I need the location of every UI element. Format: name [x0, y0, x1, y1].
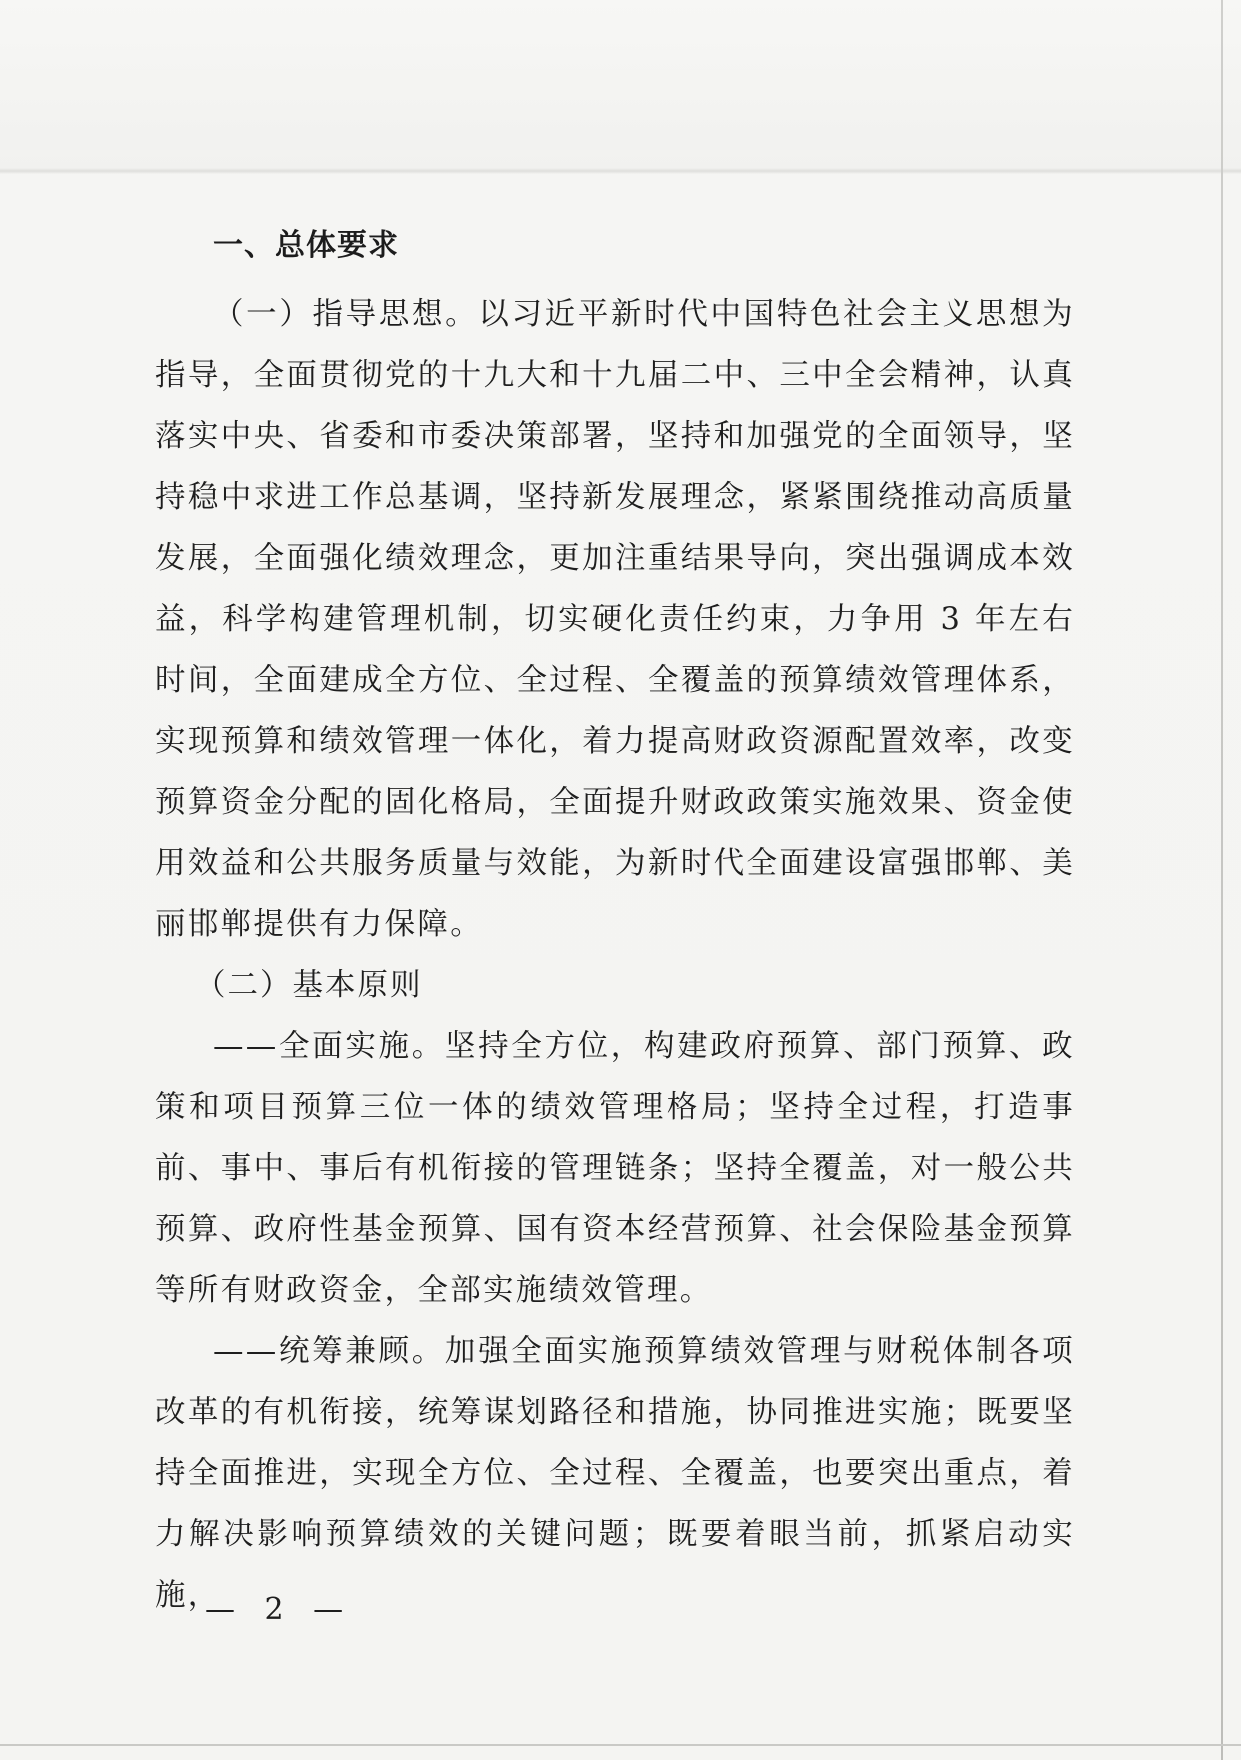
section-heading: 一、总体要求 — [213, 228, 399, 263]
sub-heading-basic-principles: （二）基本原则 — [195, 968, 423, 1003]
paragraph-overall-planning: ——统筹兼顾。加强全面实施预算绩效管理与财税体制各项改革的有机衔接，统筹谋划路径和措施，协同推进实施；既要坚持全面推进，实现全方位、全过程、全覆盖，也要突出重点，着力解决影响预算绩效的关键问题；既要着眼当前，抓紧启动实施， — [155, 1334, 1075, 1613]
page-number: — 2 — — [205, 1592, 354, 1627]
paragraph-guiding-ideology: （一）指导思想。以习近平新时代中国特色社会主义思想为指导，全面贯彻党的十九大和十九届二中、三中全会精神，认真落实中央、省委和市委决策部署，坚持和加强党的全面领导，坚持稳中求进工作总基调，坚持新发展理念，紧紧围绕推动高质量发展，全面强化绩效理念，更加注重结果导向，突出强调成本效益，科学构建管理机制，切实硬化责任约束，力争用 3 年左右时间，全面建成全方位、全过程、全覆盖的预算绩效管理体系，实现预算和绩效管理一体化，着力提高财政资源配置效率，改变预算资金分配的固化格局，全面提升财政政策实施效果、资金使用效益和公共服务质量与效能，为新时代全面建设富强邯郸、美丽邯郸提供有力保障。 — [155, 297, 1075, 942]
scan-fold-shadow — [0, 168, 1241, 174]
paragraph-full-implementation: ——全面实施。坚持全方位，构建政府预算、部门预算、政策和项目预算三位一体的绩效管理格局；坚持全过程，打造事前、事中、事后有机衔接的管理链条；坚持全覆盖，对一般公共预算、政府性基金预算、国有资本经营预算、社会保险基金预算等所有财政资金，全部实施绩效管理。 — [155, 1029, 1075, 1308]
document-body — [155, 222, 1075, 1626]
page-right-edge — [1221, 0, 1223, 1760]
page-bottom-edge — [0, 1744, 1241, 1746]
